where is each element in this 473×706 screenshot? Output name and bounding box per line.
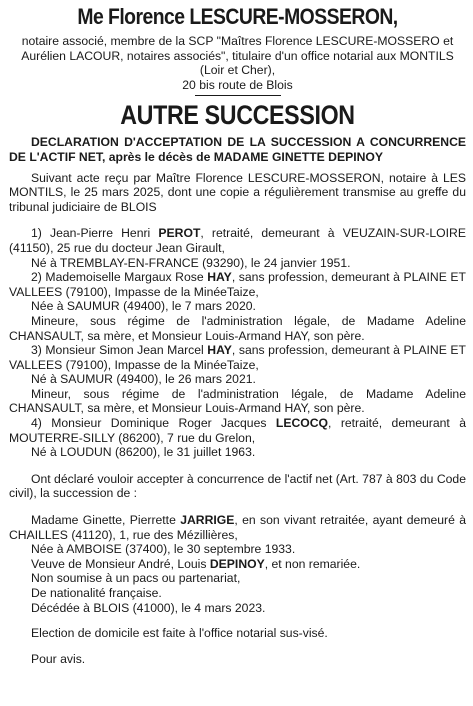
deceased-pacs: Non soumise à un pacs ou partenariat,	[31, 571, 241, 586]
heir-3-surname: HAY	[207, 343, 232, 358]
heir-2-guardianship: Mineure, sous régime de l'administration légale, de Madame Adeline CHANSAULT, sa mère, et Monsieur Louis-Armand HAY, son père.	[9, 313, 466, 343]
spacer	[9, 501, 466, 513]
heir-1-entry	[9, 226, 466, 255]
deceased-death: Décédée à BLOIS (41000), le 4 mars 2023.	[31, 600, 266, 615]
heir-4-details: , retraité, demeurant à MOUTERRE-SILLY (86200), 7 rue du Grelon,	[9, 416, 466, 445]
heir-1-surname: PEROT	[158, 226, 201, 241]
heir-2-prefix: 2) Mademoiselle Margaux Rose	[31, 270, 208, 285]
heir-3-birth: Né à SAUMUR (49400), le 26 mars 2021.	[31, 372, 256, 387]
deceased-prefix: Madame Ginette, Pierrette	[31, 513, 181, 528]
header-divider	[195, 95, 281, 96]
intro-paragraph: Suivant acte reçu par Maître Florence LESCURE-MOSSERON, notaire à LES MONTILS, le 25 mars 2025, dont une copie a régulièrement transmise au greffe du tribunal judiciaire de BLOIS	[9, 170, 466, 214]
heir-2-entry	[9, 270, 466, 299]
heir-4-birth: Né à LOUDUN (86200), le 31 juillet 1963.	[31, 445, 256, 460]
declaration-paragraph: Ont déclaré vouloir accepter à concurrence de l'actif net (Art. 787 à 803 du Code civil), la succession de :	[9, 471, 466, 501]
widow-surname: DEPINOY	[209, 556, 265, 571]
heir-1-birth: Né à TREMBLAY-EN-FRANCE (93290), le 24 janvier 1951.	[31, 255, 351, 270]
heir-1-details: , retraité, demeurant à VEUZAIN-SUR-LOIRE (41150), 25 rue du docteur Jean Girault,	[9, 226, 466, 255]
notary-address: 20 bis route de Blois	[182, 77, 293, 92]
heir-2-surname: HAY	[207, 270, 232, 285]
heir-2-details: , sans profession, demeurant à PLAINE ET VALLEES (79100), Impasse de la MinéeTaize,	[9, 270, 466, 299]
widow-prefix: Veuve de Monsieur André, Louis	[31, 556, 210, 571]
spacer	[9, 615, 466, 626]
heir-1-prefix: 1) Jean-Pierre Henri	[31, 226, 159, 241]
heir-3-prefix: 3) Monsieur Simon Jean Marcel	[31, 343, 208, 358]
heir-3-entry	[9, 343, 466, 372]
heir-3-guardianship: Mineur, sous régime de l'administration légale, de Madame Adeline CHANSAULT, sa mère, et Monsieur Louis-Armand HAY, son père.	[9, 386, 466, 416]
heir-4-prefix: 4) Monsieur Dominique Roger Jacques	[31, 416, 276, 431]
notice-subtitle: DECLARATION D'ACCEPTATION DE LA SUCCESSION A CONCURRENCE DE L'ACTIF NET, après le décès de MADAME GINETTE DEPINOY	[9, 135, 466, 164]
deceased-nationality: De nationalité française.	[31, 586, 162, 600]
election-of-domicile: Election de domicile est faite à l'office notarial sus-visé.	[31, 626, 328, 641]
heir-4-entry	[9, 416, 466, 445]
notary-info: notaire associé, membre de la SCP "Maîtres Florence LESCURE-MOSSERO et Aurélien LACOUR, notaires associés", titulaire d'un office notarial aux MONTILS (Loir et Cher),	[21, 34, 454, 78]
heir-3-details: , sans profession, demeurant à PLAINE ET VALLEES (79100), Impasse de la MinéeTaize,	[9, 343, 466, 372]
widow-suffix: , et non remariée.	[264, 556, 361, 571]
spacer	[9, 214, 466, 226]
deceased-details: , en son vivant retraitée, ayant demeuré à CHAILLES (41120), 1, rue des Mézillières,	[9, 513, 466, 542]
deceased-entry	[9, 513, 466, 542]
spacer	[9, 641, 466, 652]
notary-name: Me Florence LESCURE-MOSSERON,	[77, 4, 398, 29]
deceased-birth: Née à AMBOISE (37400), le 30 septembre 1933.	[31, 542, 296, 557]
spacer	[9, 460, 466, 472]
deceased-widow	[9, 557, 466, 572]
closing-line: Pour avis.	[31, 651, 86, 666]
deceased-surname: JARRIGE	[180, 513, 235, 528]
heir-4-surname: LECOCQ	[275, 416, 329, 431]
notice-title: AUTRE SUCCESSION	[120, 100, 355, 131]
heir-2-birth: Née à SAUMUR (49400), le 7 mars 2020.	[31, 299, 256, 314]
